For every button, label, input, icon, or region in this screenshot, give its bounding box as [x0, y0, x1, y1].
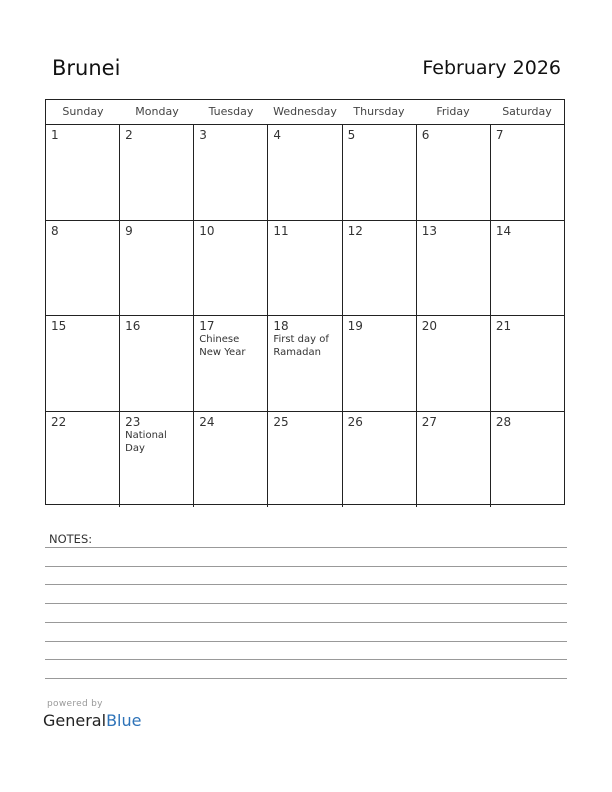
day-number: 15	[51, 319, 67, 333]
week-row	[46, 412, 564, 508]
day-number: 22	[51, 414, 67, 429]
note-line[interactable]	[45, 622, 567, 623]
day-cell[interactable]	[194, 316, 268, 411]
day-cell[interactable]	[46, 412, 120, 508]
week-row	[46, 125, 564, 221]
note-line[interactable]	[45, 584, 567, 585]
day-number: 7	[495, 128, 504, 142]
day-number: 27	[421, 414, 437, 429]
day-number: 24	[199, 414, 215, 429]
day-cell[interactable]	[268, 221, 342, 316]
weekday-wednesday: Wednesday	[273, 105, 337, 118]
day-cell[interactable]	[343, 125, 417, 220]
day-number: 19	[347, 319, 363, 333]
day-number: 26	[347, 414, 363, 429]
calendar-grid	[45, 99, 565, 505]
weekday-saturday: Saturday	[502, 105, 552, 118]
day-cell[interactable]	[120, 316, 194, 411]
weekday-sunday: Sunday	[62, 105, 104, 118]
day-cell[interactable]	[417, 316, 491, 411]
note-line[interactable]	[45, 641, 567, 642]
day-number: 20	[421, 319, 437, 333]
day-cell[interactable]	[491, 125, 564, 220]
day-cell[interactable]	[194, 221, 268, 316]
day-number: 9	[125, 223, 133, 238]
day-number: 13	[421, 223, 437, 238]
day-cell[interactable]	[194, 412, 268, 508]
day-number: 23	[125, 414, 141, 429]
note-line[interactable]	[45, 659, 567, 660]
day-number: 16	[125, 319, 141, 333]
day-cell[interactable]	[491, 412, 564, 508]
note-line[interactable]	[45, 603, 567, 604]
day-number: 28	[495, 414, 512, 429]
day-cell[interactable]	[417, 221, 491, 316]
day-cell[interactable]	[417, 125, 491, 220]
day-cell[interactable]	[46, 221, 120, 316]
weekday-friday: Friday	[436, 105, 470, 118]
country-title: Brunei	[52, 56, 121, 80]
week-rows	[46, 125, 564, 507]
day-cell[interactable]	[343, 221, 417, 316]
day-number: 3	[199, 128, 207, 142]
day-number: 14	[495, 223, 512, 238]
weekday-thursday: Thursday	[353, 105, 405, 118]
day-cell[interactable]	[343, 412, 417, 508]
day-number: 12	[347, 223, 363, 238]
day-number: 11	[273, 223, 289, 238]
day-cell[interactable]	[120, 221, 194, 316]
day-number: 1	[51, 128, 59, 142]
note-line[interactable]	[45, 566, 567, 567]
day-number: 10	[199, 223, 215, 238]
weekday-tuesday: Tuesday	[208, 105, 254, 118]
day-cell[interactable]	[417, 412, 491, 508]
holiday-label: Chinese	[199, 334, 240, 345]
day-cell[interactable]	[120, 125, 194, 220]
holiday-label: First day of	[273, 334, 329, 345]
week-row	[46, 221, 564, 317]
day-number: 2	[125, 128, 133, 142]
week-row	[46, 316, 564, 412]
weekday-header	[46, 100, 564, 125]
day-number: 6	[421, 128, 430, 142]
day-number: 5	[347, 128, 356, 142]
holiday-label: National	[125, 429, 167, 441]
day-number: 8	[51, 223, 59, 238]
day-number: 25	[273, 414, 289, 429]
day-number: 18	[273, 319, 289, 333]
day-cell[interactable]	[120, 412, 194, 508]
day-number: 4	[273, 128, 282, 142]
day-cell[interactable]	[268, 412, 342, 508]
day-cell[interactable]	[491, 316, 564, 411]
day-cell[interactable]	[46, 125, 120, 220]
day-cell[interactable]	[343, 316, 417, 411]
day-number: 17	[199, 319, 215, 333]
day-cell[interactable]	[194, 125, 268, 220]
notes-label: NOTES:	[49, 532, 93, 546]
logo-blue-text: Blue	[106, 711, 142, 730]
powered-by-text: powered by	[47, 699, 103, 709]
logo-general-text: General	[43, 711, 107, 730]
month-title: February 2026	[422, 57, 561, 79]
generalblue-logo[interactable]	[43, 711, 141, 730]
note-line[interactable]	[45, 547, 567, 548]
day-cell[interactable]	[491, 221, 564, 316]
holiday-label: New Year	[199, 347, 246, 358]
day-cell[interactable]	[46, 316, 120, 411]
day-number: 21	[495, 319, 512, 333]
holiday-label: Ramadan	[273, 347, 321, 358]
weekday-monday: Monday	[135, 105, 179, 118]
day-cell[interactable]	[268, 125, 342, 220]
note-line[interactable]	[45, 678, 567, 679]
day-cell[interactable]	[268, 316, 342, 411]
holiday-label: Day	[125, 442, 145, 454]
